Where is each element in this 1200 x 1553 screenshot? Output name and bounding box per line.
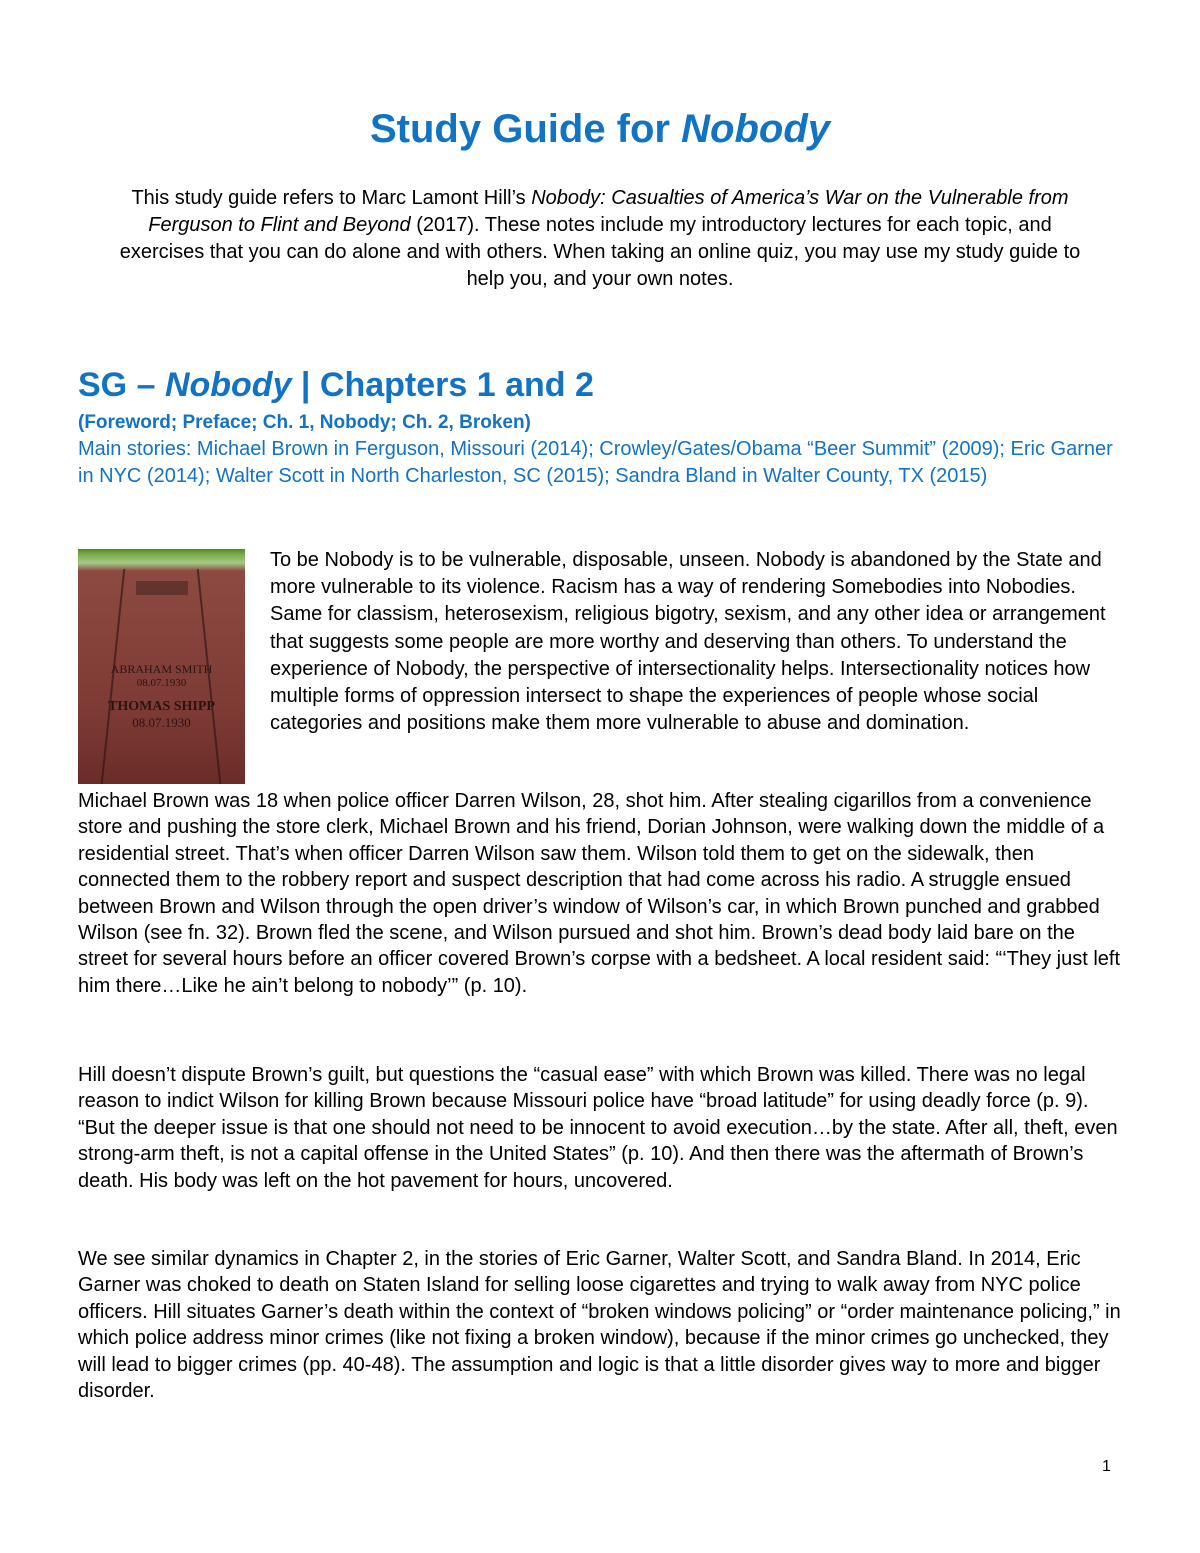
- section-heading-suffix: | Chapters 1 and 2: [291, 366, 594, 404]
- paragraph-hill-argument: Hill doesn’t dispute Brown’s guilt, but questions the “casual ease” with which Brown was killed. There was no legal reason to indict Wilson for killing Brown because Missouri police have “broad latitude” for using deadly force (p. 9). “But the deeper issue is that one should not need to be innocent to avoid execution…by the state. After all, theft, even strong-arm theft, is not a capital offense in the United States” (p. 10). And then there was the aftermath of Brown’s death. His body was left on the hot pavement for hours, uncovered.: [78, 1064, 1118, 1192]
- photo-engraving-name-2: THOMAS SHIPP: [108, 699, 215, 714]
- intro-paragraph: [110, 185, 1090, 293]
- intro-book-title: Nobody: Casualties of America’s War on the Vulnerable from Ferguson to Flint and Beyond: [148, 187, 1069, 236]
- paragraph-michael-brown: Michael Brown was 18 when police officer Darren Wilson, 28, shot him. After stealing cigarillos from a convenience store and pushing the store clerk, Michael Brown and his friend, Dorian Johnson, were walking down the middle of a residential street. That’s when officer Darren Wilson saw them. Wilson told them to get on the sidewalk, then connected them to the robbery report and suspect description that had come across his radio. A struggle ensued between Brown and Wilson through the open driver’s window of Wilson’s car, in which Brown punched and grabbed Wilson (see fn. 32). Brown fled the scene, and Wilson pursued and shot him. Brown’s dead body laid bare on the street for several hours before an officer covered Brown’s corpse with a bedsheet. A local resident said: “‘They just left him there…Like he ain’t belong to nobody’” (p. 10).: [78, 790, 1121, 997]
- main-stories: Main stories: Michael Brown in Ferguson, Missouri (2014); Crowley/Gates/Obama “Beer Summit” (2009); Eric Garner in NYC (2014); Walter Scott in North Charleston, SC (2015); Sandra Bland in Walter County, TX (2015): [78, 438, 1113, 487]
- page-title-italic: Nobody: [681, 107, 830, 151]
- photo-engraving-date-2: 08.07.1930: [132, 715, 191, 730]
- photo-engraving-date-1: 08.07.1930: [136, 677, 187, 689]
- photo-engraving-name-1: ABRAHAM SMITH: [110, 662, 213, 676]
- intro-part1: This study guide refers to Marc Lamont Hill’s: [131, 187, 532, 209]
- memorial-plaque-photo: [78, 549, 245, 784]
- intro-part2: (2017). These notes include my introductory lectures for each topic, and exercises that you can do alone and with others. When taking an online quiz, you may use my study guide to help you, and your own notes.: [119, 214, 1081, 290]
- section-heading-prefix: SG –: [78, 366, 165, 404]
- section-subheading: (Foreword; Preface; Ch. 1, Nobody; Ch. 2, Broken): [78, 412, 531, 433]
- paragraph-chapter-2: We see similar dynamics in Chapter 2, in the stories of Eric Garner, Walter Scott, and Sandra Bland. In 2014, Eric Garner was choked to death on Staten Island for selling loose cigarettes and trying to walk away from NYC police officers. Hill situates Garner’s death within the context of “broken windows policing” or “order maintenance policing,” in which police address minor crimes (like not fixing a broken window), because if the minor crimes go unchecked, they will lead to bigger crimes (pp. 40-48). The assumption and logic is that a little disorder gives way to more and bigger disorder.: [78, 1248, 1121, 1403]
- page-title: [0, 103, 1200, 155]
- section-heading-italic: Nobody: [164, 366, 292, 404]
- page-number: 1: [1102, 1458, 1111, 1475]
- photo-small-plaque: [136, 581, 188, 595]
- paragraph-nobody-definition: To be Nobody is to be vulnerable, disposable, unseen. Nobody is abandoned by the State and more vulnerable to its violence. Racism has a way of rendering Somebodies into Nobodies. Same for classism, heterosexism, religious bigotry, sexism, and any other idea or arrangement that suggests some people are more worthy and deserving than others. To understand the experience of Nobody, the perspective of intersectionality helps. Intersectionality notices how multiple forms of oppression intersect to shape the experiences of people whose social categories and positions make them more vulnerable to abuse and domination.: [270, 549, 1106, 735]
- section-heading: [78, 363, 594, 407]
- page-title-prefix: Study Guide for: [370, 107, 682, 151]
